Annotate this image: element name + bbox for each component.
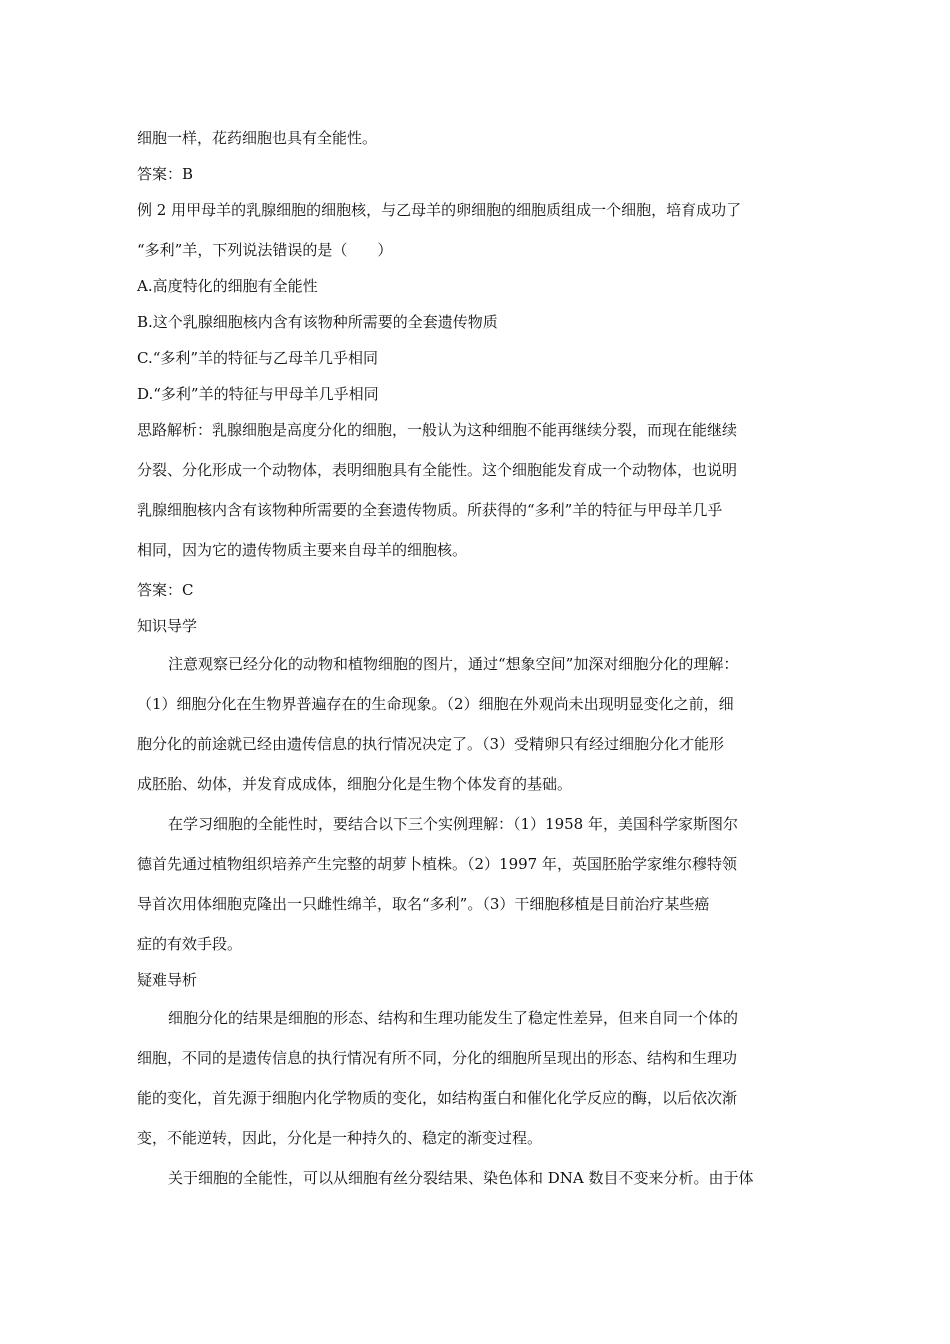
paragraph-line: 导首次用体细胞克隆出一只雌性绵羊，取名“多利”。（3）干细胞移植是目前治疗某些癌 [137,895,710,913]
section-heading: 疑难导析 [137,971,198,989]
paragraph-line: 变，不能逆转，因此，分化是一种持久的、稳定的渐变过程。 [137,1129,543,1147]
paragraph-line: 症的有效手段。 [137,935,243,953]
option-d: D.“多利”羊的特征与甲母羊几乎相同 [137,385,379,403]
option-b: B.这个乳腺细胞核内含有该物种所需要的全套遗传物质 [137,313,498,331]
paragraph-line: 细胞，不同的是遗传信息的执行情况有所不同，分化的细胞所呈现出的形态、结构和生理功 [137,1049,738,1067]
answer-line: 答案：C [137,581,194,599]
paragraph-line: 成胚胎、幼体，并发育成成体，细胞分化是生物个体发育的基础。 [137,775,573,793]
text-line: 细胞一样，花药细胞也具有全能性。 [137,129,378,147]
analysis-line: 相同，因为它的遗传物质主要来自母羊的细胞核。 [137,541,468,559]
paragraph-line: 胞分化的前途就已经由遗传信息的执行情况决定了。（3）受精卵只有经过细胞分化才能形 [137,735,725,753]
example-question-line: 例 2 用甲母羊的乳腺细胞的细胞核，与乙母羊的卵细胞的细胞质组成一个细胞，培育成功了 [137,201,742,219]
paragraph-line: 德首先通过植物组织培养产生完整的胡萝卜植株。（2）1997 年，英国胚胎学家维尔穆特领 [137,855,737,873]
paragraph-line: 关于细胞的全能性，可以从细胞有丝分裂结果、染色体和 DNA 数目不变来分析。由于体 [168,1169,754,1187]
paragraph-line: 注意观察已经分化的动物和植物细胞的图片，通过“想象空间”加深对细胞分化的理解： [168,655,739,673]
paragraph-line: （1）细胞分化在生物界普遍存在的生命现象。（2）细胞在外观尚未出现明显变化之前，细 [137,695,734,713]
analysis-line: 思路解析：乳腺细胞是高度分化的细胞，一般认为这种细胞不能再继续分裂，而现在能继续 [137,421,738,439]
option-c: C.“多利”羊的特征与乙母羊几乎相同 [137,349,379,367]
analysis-line: 乳腺细胞核内含有该物种所需要的全套遗传物质。所获得的“多利”羊的特征与甲母羊几乎 [137,501,723,519]
paragraph-line: 细胞分化的结果是细胞的形态、结构和生理功能发生了稳定性差异，但来自同一个体的 [168,1009,739,1027]
option-a: A.高度特化的细胞有全能性 [137,277,318,295]
paragraph-line: 在学习细胞的全能性时，要结合以下三个实例理解：（1）1958 年，美国科学家斯图尔 [168,815,738,833]
example-question-line: “多利”羊，下列说法错误的是（ ） [137,241,393,259]
section-heading: 知识导学 [137,617,198,635]
paragraph-line: 能的变化，首先源于细胞内化学物质的变化，如结构蛋白和催化化学反应的酶，以后依次渐 [137,1089,738,1107]
answer-line: 答案：B [137,165,194,183]
analysis-line: 分裂、分化形成一个动物体，表明细胞具有全能性。这个细胞能发育成一个动物体，也说明 [137,461,738,479]
